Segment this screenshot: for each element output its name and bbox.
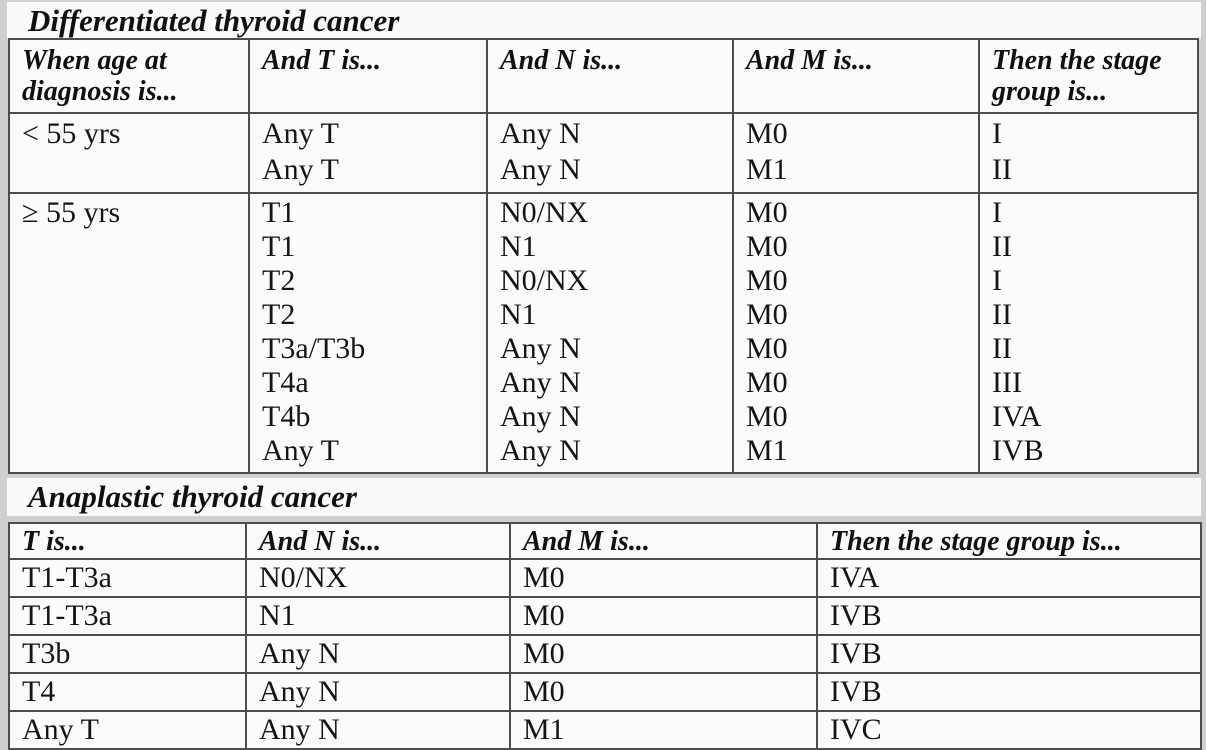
section-title-differentiated: Differentiated thyroid cancer bbox=[28, 3, 400, 38]
m-value-line: M0 bbox=[746, 196, 788, 229]
m-value-line: M0 bbox=[746, 298, 788, 331]
m-value-cell bbox=[733, 193, 979, 473]
m-value-cell: M0 bbox=[510, 597, 817, 635]
age-group-label: ≥ 55 yrs bbox=[22, 196, 121, 229]
age-group-cell bbox=[9, 193, 249, 473]
n-value-line: N0/NX bbox=[500, 196, 589, 229]
anaplastic-staging-table bbox=[8, 522, 1202, 750]
m-value-cell: M0 bbox=[510, 559, 817, 597]
stage-value-line: IVB bbox=[992, 434, 1044, 467]
n-value-line: Any N bbox=[500, 332, 581, 365]
stage-value-cell: IVB bbox=[817, 597, 1201, 635]
table-row bbox=[9, 711, 1201, 749]
stage-value-cell bbox=[979, 193, 1198, 473]
header-cell-m: And M is... bbox=[510, 523, 817, 559]
t-value-cell bbox=[249, 113, 487, 193]
title-band-anaplastic bbox=[7, 478, 1201, 516]
t-value-cell: Any T bbox=[9, 711, 246, 749]
m-value-line: M1 bbox=[746, 153, 788, 186]
stage-value-cell: IVB bbox=[817, 673, 1201, 711]
t-value-line: T1 bbox=[262, 196, 296, 229]
t-value-cell: T1-T3a bbox=[9, 559, 246, 597]
n-value-line: Any N bbox=[500, 153, 581, 186]
stage-value-line: I bbox=[992, 264, 1002, 297]
m-value-line: M0 bbox=[746, 117, 788, 150]
title-band-differentiated bbox=[7, 2, 1201, 39]
age-group-cell bbox=[9, 113, 249, 193]
t-value-line: T4b bbox=[262, 400, 311, 433]
t-value-line: T2 bbox=[262, 264, 296, 297]
t-value-line: T4a bbox=[262, 366, 309, 399]
n-value-cell bbox=[487, 193, 733, 473]
n-value-cell bbox=[487, 113, 733, 193]
stage-value-line: III bbox=[992, 366, 1022, 399]
m-value-cell: M1 bbox=[510, 711, 817, 749]
table-row bbox=[9, 635, 1201, 673]
n-value-line: Any N bbox=[500, 366, 581, 399]
t-value-cell: T4 bbox=[9, 673, 246, 711]
n-value-line: Any N bbox=[500, 117, 581, 150]
stage-value-line: II bbox=[992, 153, 1012, 186]
stage-value-line: I bbox=[992, 196, 1002, 229]
header-cell-stage: Then the stage group is... bbox=[817, 523, 1201, 559]
m-value-cell: M0 bbox=[510, 635, 817, 673]
t-value-line: Any T bbox=[262, 117, 339, 150]
header-cell-stage: Then the stage group is... bbox=[979, 39, 1198, 113]
table-row-under-55 bbox=[9, 113, 1198, 193]
table-row bbox=[9, 597, 1201, 635]
t-value-cell bbox=[249, 193, 487, 473]
header-row bbox=[9, 523, 1201, 559]
m-value-line: M0 bbox=[746, 230, 788, 263]
m-value-cell: M0 bbox=[510, 673, 817, 711]
t-value-cell: T3b bbox=[9, 635, 246, 673]
n-value-cell: N1 bbox=[246, 597, 510, 635]
m-value-cell bbox=[733, 113, 979, 193]
m-value-line: M0 bbox=[746, 332, 788, 365]
section-title-anaplastic: Anaplastic thyroid cancer bbox=[28, 479, 357, 514]
n-value-cell: Any N bbox=[246, 711, 510, 749]
n-value-line: N0/NX bbox=[500, 264, 589, 297]
m-value-line: M0 bbox=[746, 366, 788, 399]
stage-value-cell: IVB bbox=[817, 635, 1201, 673]
age-group-label: < 55 yrs bbox=[22, 117, 121, 150]
differentiated-staging-table bbox=[8, 38, 1199, 474]
header-cell-n: And N is... bbox=[487, 39, 733, 113]
table-row bbox=[9, 559, 1201, 597]
stage-value-line: II bbox=[992, 298, 1012, 331]
n-value-line: N1 bbox=[500, 230, 537, 263]
n-value-line: N1 bbox=[500, 298, 537, 331]
t-value-line: T3a/T3b bbox=[262, 332, 366, 365]
header-cell-t: T is... bbox=[9, 523, 246, 559]
header-cell-n: And N is... bbox=[246, 523, 510, 559]
table-row bbox=[9, 673, 1201, 711]
n-value-cell: Any N bbox=[246, 635, 510, 673]
stage-value-cell: IVC bbox=[817, 711, 1201, 749]
t-value-cell: T1-T3a bbox=[9, 597, 246, 635]
t-value-line: Any T bbox=[262, 434, 339, 467]
header-cell-age: When age at diagnosis is... bbox=[9, 39, 249, 113]
n-value-line: Any N bbox=[500, 400, 581, 433]
header-cell-m: And M is... bbox=[733, 39, 979, 113]
stage-value-cell: IVA bbox=[817, 559, 1201, 597]
t-value-line: T2 bbox=[262, 298, 296, 331]
table-row-over-55 bbox=[9, 193, 1198, 473]
t-value-line: T1 bbox=[262, 230, 296, 263]
header-cell-t: And T is... bbox=[249, 39, 487, 113]
stage-value-line: II bbox=[992, 332, 1012, 365]
m-value-line: M0 bbox=[746, 264, 788, 297]
m-value-line: M0 bbox=[746, 400, 788, 433]
t-value-line: Any T bbox=[262, 153, 339, 186]
stage-value-cell bbox=[979, 113, 1198, 193]
n-value-line: Any N bbox=[500, 434, 581, 467]
n-value-cell: N0/NX bbox=[246, 559, 510, 597]
stage-value-line: II bbox=[992, 230, 1012, 263]
n-value-cell: Any N bbox=[246, 673, 510, 711]
header-row bbox=[9, 39, 1198, 113]
stage-value-line: IVA bbox=[992, 400, 1042, 433]
stage-value-line: I bbox=[992, 117, 1002, 150]
m-value-line: M1 bbox=[746, 434, 788, 467]
